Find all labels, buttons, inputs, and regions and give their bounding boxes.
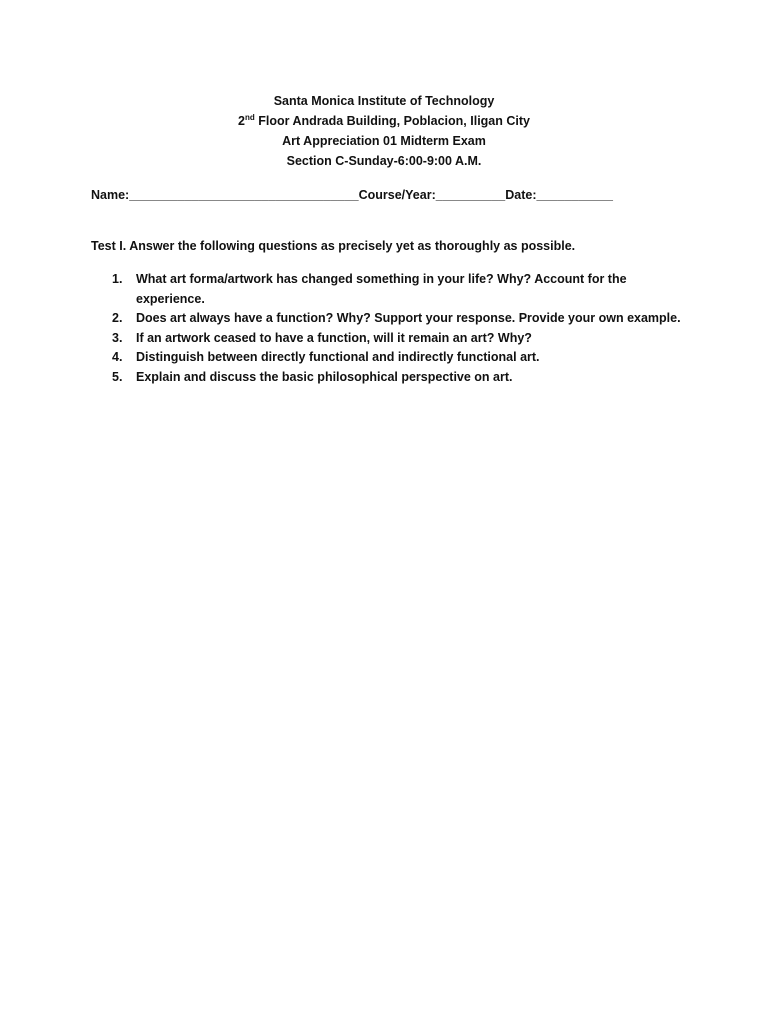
institution-name: Santa Monica Institute of Technology: [273, 94, 495, 108]
question-text: Does art always have a function? Why? Support your response. Provide your own example.: [136, 311, 681, 325]
exam-title: Art Appreciation 01 Midterm Exam: [282, 134, 486, 148]
question-item: [0, 329, 696, 349]
student-info-fields: Name:_________________________________Course/Year:__________Date:___________: [91, 188, 613, 202]
exam-section: Section C-Sunday-6:00-9:00 A.M.: [286, 154, 482, 168]
question-list: [0, 270, 768, 387]
question-number: 4.: [112, 350, 123, 364]
document-header: [0, 91, 768, 171]
question-text: Distinguish between directly functional and indirectly functional art.: [136, 350, 540, 364]
question-item: [0, 309, 696, 329]
test-instruction: Test I. Answer the following questions as precisely yet as thoroughly as possible.: [91, 239, 576, 253]
question-text: What art forma/artwork has changed something in your life? Why? Account for the experience.: [136, 272, 627, 306]
question-number: 2.: [112, 311, 123, 325]
question-text: If an artwork ceased to have a function, will it remain an art? Why?: [136, 330, 532, 345]
question-item: [0, 348, 696, 368]
question-item: [0, 368, 696, 388]
question-number: 3.: [112, 330, 123, 345]
question-number: 1.: [112, 272, 123, 286]
institution-address: [0, 111, 768, 131]
floor-number: 2: [238, 114, 245, 128]
question-number: 5.: [112, 369, 123, 384]
question-text: Explain and discuss the basic philosophical perspective on art.: [136, 369, 513, 384]
address-text: Floor Andrada Building, Poblacion, Iligan City: [254, 114, 530, 128]
question-item: [0, 270, 696, 309]
floor-ordinal-suffix: nd: [244, 112, 255, 122]
